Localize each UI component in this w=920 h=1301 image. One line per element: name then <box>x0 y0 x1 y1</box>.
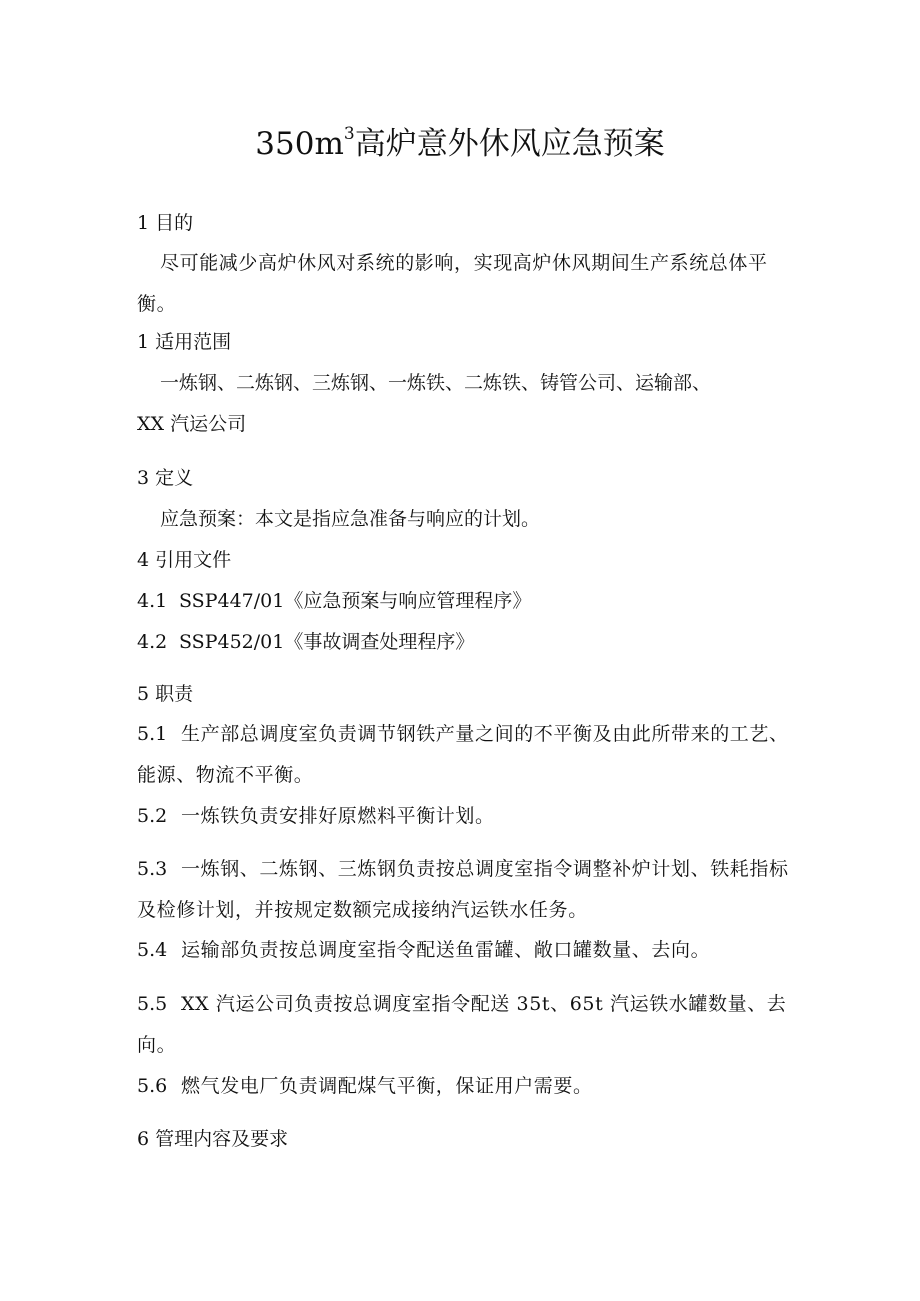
duty-number: 5.1 <box>137 723 168 745</box>
reference-number: 4.2 <box>137 631 168 653</box>
section-1-body: 尽可能减少高炉休风对系统的影响，实现高炉休风期间生产系统总体平衡。 <box>137 252 768 315</box>
duty-item <box>137 796 797 837</box>
duty-number: 5.5 <box>137 993 168 1015</box>
duty-item <box>137 1066 797 1107</box>
section-3-heading: 3 定义 <box>137 467 194 489</box>
section-2-line-2: XX 汽运公司 <box>137 413 247 435</box>
duty-number: 5.6 <box>137 1075 168 1097</box>
duty-text: XX 汽运公司负责按总调度室指令配送 35t、65t 汽运铁水罐数量、去向。 <box>137 993 787 1056</box>
title-superscript: 3 <box>343 123 355 144</box>
duty-number: 5.3 <box>137 858 168 880</box>
section-2-heading: 1 适用范围 <box>137 331 232 353</box>
reference-text: SSP452/01《事故调查处理程序》 <box>179 631 475 653</box>
duty-text: 燃气发电厂负责调配煤气平衡，保证用户需要。 <box>181 1075 593 1097</box>
title-main: 350m <box>255 126 344 162</box>
duty-text: 一炼钢、二炼钢、三炼钢负责按总调度室指令调整补炉计划、铁耗指标及检修计划，并按规定数额完成接纳汽运铁水任务。 <box>137 858 789 921</box>
duty-item <box>137 984 797 1066</box>
section-3-body: 应急预案：本文是指应急准备与响应的计划。 <box>160 508 541 530</box>
title-rest: 高炉意外休风应急预案 <box>354 126 665 162</box>
duty-text: 生产部总调度室负责调节钢铁产量之间的不平衡及由此所带来的工艺、能源、物流不平衡。 <box>137 723 789 786</box>
reference-item <box>137 628 474 656</box>
section-2-line-1: 一炼钢、二炼钢、三炼钢、一炼铁、二炼铁、铸管公司、运输部、 <box>160 372 712 394</box>
duty-item <box>137 849 797 931</box>
section-1-heading: 1 目的 <box>137 212 194 234</box>
reference-text: SSP447/01《应急预案与响应管理程序》 <box>179 590 532 612</box>
section-4-heading: 4 引用文件 <box>137 549 232 571</box>
section-5-heading: 5 职责 <box>137 683 194 705</box>
duty-number: 5.4 <box>137 939 168 961</box>
duty-number: 5.2 <box>137 805 168 827</box>
duty-item <box>137 714 797 796</box>
duty-text: 一炼铁负责安排好原燃料平衡计划。 <box>181 805 495 827</box>
duty-text: 运输部负责按总调度室指令配送鱼雷罐、敞口罐数量、去向。 <box>181 939 711 961</box>
section-6-heading: 6 管理内容及要求 <box>137 1128 289 1150</box>
document-title <box>0 122 920 166</box>
reference-item <box>137 587 531 615</box>
reference-number: 4.1 <box>137 590 168 612</box>
duty-item <box>137 930 797 971</box>
